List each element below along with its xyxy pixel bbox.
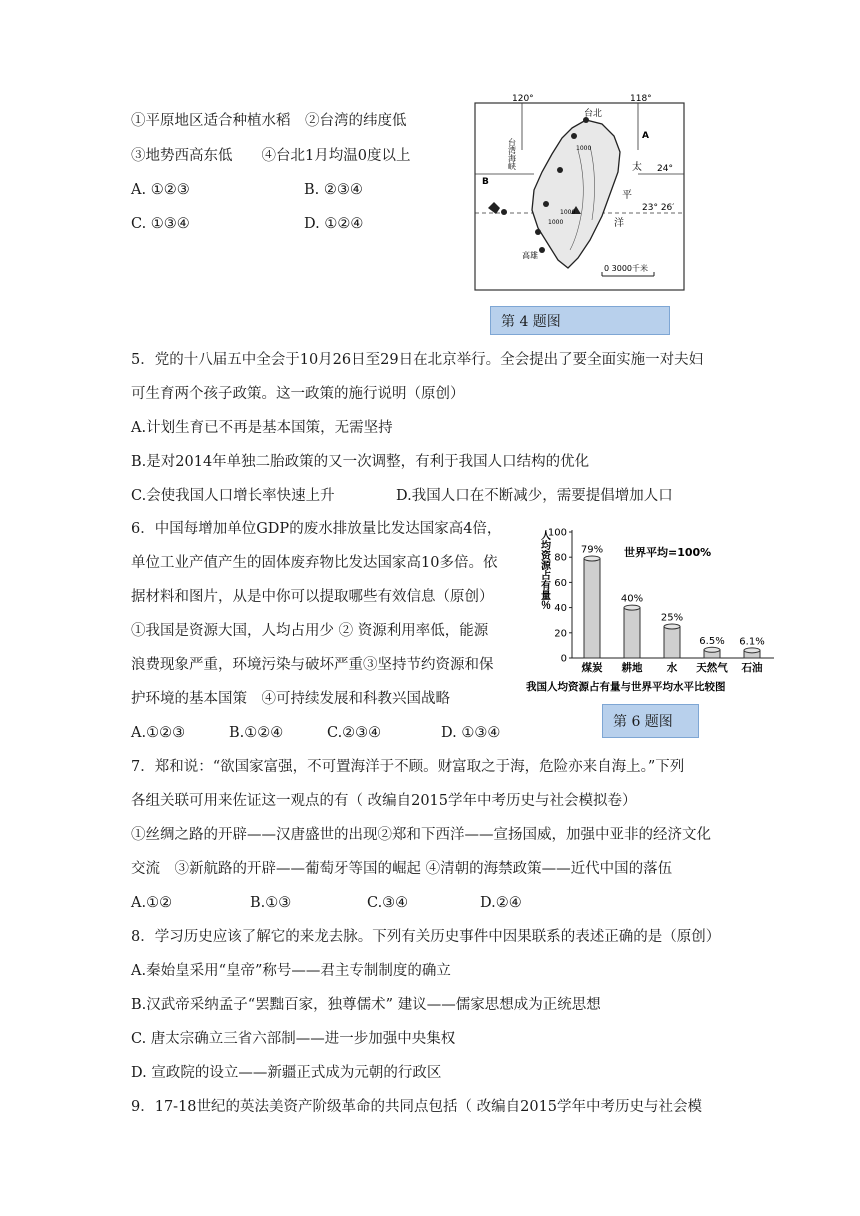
q6-stem-line5: 浪费现象严重，环境污染与破坏严重③坚持节约资源和保	[131, 657, 494, 673]
q6-option-d: D. ①③④	[441, 725, 501, 741]
q6-resource-chart	[524, 520, 784, 696]
chart-bar-2	[664, 627, 680, 659]
map-contour-3: 1000	[548, 219, 564, 226]
q8-option-a: A.秦始皇采用“皇帝”称号——君主专制制度的确立	[131, 963, 451, 979]
q5-stem-line1: 5．党的十八届五中全会于10月26日至29日在北京举行。全会提出了要全面实施一对夫妇	[131, 352, 704, 368]
chart-y-tick-label: 40	[554, 603, 567, 615]
q5-stem-line2: 可生育两个孩子政策。这一政策的施行说明（原创）	[131, 386, 465, 402]
chart-value-label: 6.1%	[739, 636, 765, 648]
chart-y-tick-label: 80	[554, 552, 567, 564]
chart-category-label: 耕地	[621, 662, 643, 674]
q7-option-a: A.①②	[131, 895, 173, 911]
map-city-taipei: 台北	[584, 109, 603, 119]
chart-category-label: 石油	[741, 662, 763, 674]
chart-category-label: 煤炭	[581, 662, 603, 674]
chart-bar-top-2	[664, 624, 680, 629]
q4-statements-line1: ①平原地区适合种植水稻 ②台湾的纬度低	[131, 113, 407, 129]
q4-option-c: C. ①③④	[131, 216, 190, 232]
q5-option-d: D.我国人口在不断减少，需要提倡增加人口	[396, 488, 673, 504]
q6-option-a: A.①②③	[131, 725, 186, 741]
chart-y-tick-label: 20	[554, 628, 567, 640]
chart-bar-1	[624, 608, 640, 658]
map-contour-1: 1000	[576, 145, 592, 152]
q6-stem-line3: 据材料和图片，从是中你可以提取哪些有效信息（原创）	[131, 589, 494, 605]
chart-annotation: 世界平均=100%	[624, 546, 712, 559]
q4-taiwan-map	[474, 90, 686, 292]
map-sea-taiwan-strait: 台湾海峡	[507, 138, 517, 170]
chart-y-tick-label: 0	[560, 653, 567, 665]
q6-figure-caption: 第 6 题图	[602, 704, 699, 738]
q7-option-b: B.①③	[250, 895, 292, 911]
q8-stem-line1: 8．学习历史应该了解它的来龙去脉。下列有关历史事件中因果联系的表述正确的是（原创）	[131, 929, 721, 945]
map-sea-pacific-2: 平	[622, 190, 632, 201]
q6-stem-line4: ①我国是资源大国，人均占用少 ② 资源利用率低，能源	[131, 623, 489, 639]
q9-stem-line1: 9．17-18世纪的英法美资产阶级革命的共同点包括（ 改编自2015学年中考历史与社会模	[131, 1099, 703, 1115]
chart-category-label: 水	[666, 662, 678, 674]
q4-option-a: A. ①②③	[131, 182, 190, 198]
q5-option-a: A.计划生育已不再是基本国策，无需坚持	[131, 420, 393, 436]
q4-option-d: D. ①②④	[304, 216, 364, 232]
chart-bar-top-3	[704, 647, 720, 652]
map-lat-24: 24°	[657, 164, 673, 174]
chart-bar-0	[584, 558, 600, 658]
map-label-a: A	[642, 131, 649, 141]
map-lon-right: 118°	[630, 94, 652, 104]
chart-bar-top-0	[584, 556, 600, 561]
chart-value-label: 25%	[660, 612, 684, 624]
q6-stem-line2: 单位工业产值产生的固体废弃物比发达国家高10多倍。依	[131, 555, 498, 571]
q8-option-c: C. 唐太宗确立三省六部制——进一步加强中央集权	[131, 1031, 456, 1047]
q5-option-b: B.是对2014年单独二胎政策的又一次调整，有利于我国人口结构的优化	[131, 454, 590, 470]
q4-figure-caption: 第 4 题图	[490, 306, 670, 335]
q8-option-d: D. 宣政院的设立——新疆正式成为元朝的行政区	[131, 1065, 442, 1081]
q7-stem-line4: 交流 ③新航路的开辟——葡萄牙等国的崛起 ④清朝的海禁政策——近代中国的落伍	[131, 861, 673, 877]
q4-statements-line2: ③地势西高东低 ④台北1月均温0度以上	[131, 148, 411, 164]
q6-stem-line6: 护环境的基本国策 ④可持续发展和科教兴国战略	[131, 691, 450, 707]
map-sea-pacific-1: 太	[632, 162, 642, 173]
map-scale: 0 3000千米	[604, 264, 648, 273]
map-label-b: B	[482, 177, 489, 187]
chart-ylabel: 人均资源占有量％	[538, 530, 550, 610]
map-lat-2326: 23° 26′	[642, 203, 675, 213]
chart-value-label: 6.5%	[699, 635, 725, 647]
chart-value-label: 40%	[620, 593, 644, 605]
q7-stem-line1: 7．郑和说：“欲国家富强，不可置海洋于不顾。财富取之于海，危险亦来自海上。”下列	[131, 759, 685, 775]
q6-option-b: B.①②④	[229, 725, 284, 741]
chart-value-label: 79%	[580, 544, 604, 556]
chart-bar-top-4	[744, 648, 760, 653]
q6-option-c: C.②③④	[327, 725, 382, 741]
chart-title: 我国人均资源占有量与世界平均水平比较图	[526, 681, 726, 693]
map-city-kaohsiung: 高雄	[522, 251, 538, 260]
chart-category-label: 天然气	[696, 662, 728, 674]
map-contour-2: 1000	[560, 209, 576, 216]
chart-y-tick-label: 60	[554, 577, 567, 589]
q7-stem-line3: ①丝绸之路的开辟——汉唐盛世的出现②郑和下西洋——宣扬国威，加强中亚非的经济文化	[131, 827, 711, 843]
map-sea-pacific-3: 洋	[614, 218, 624, 229]
chart-bar-top-1	[624, 605, 640, 610]
q6-stem-line1: 6．中国每增加单位GDP的废水排放量比发达国家高4倍，	[131, 521, 502, 537]
q8-option-b: B.汉武帝采纳孟子“罢黜百家，独尊儒术” 建议——儒家思想成为正统思想	[131, 997, 601, 1013]
chart-y-tick-label: 100	[547, 527, 567, 539]
q7-option-d: D.②④	[480, 895, 522, 911]
q4-option-b: B. ②③④	[304, 182, 363, 198]
q7-stem-line2: 各组关联可用来佐证这一观点的有（ 改编自2015学年中考历史与社会模拟卷）	[131, 793, 637, 809]
map-lon-left: 120°	[512, 94, 534, 104]
q5-option-c: C.会使我国人口增长率快速上升	[131, 488, 335, 504]
q7-option-c: C.③④	[367, 895, 409, 911]
